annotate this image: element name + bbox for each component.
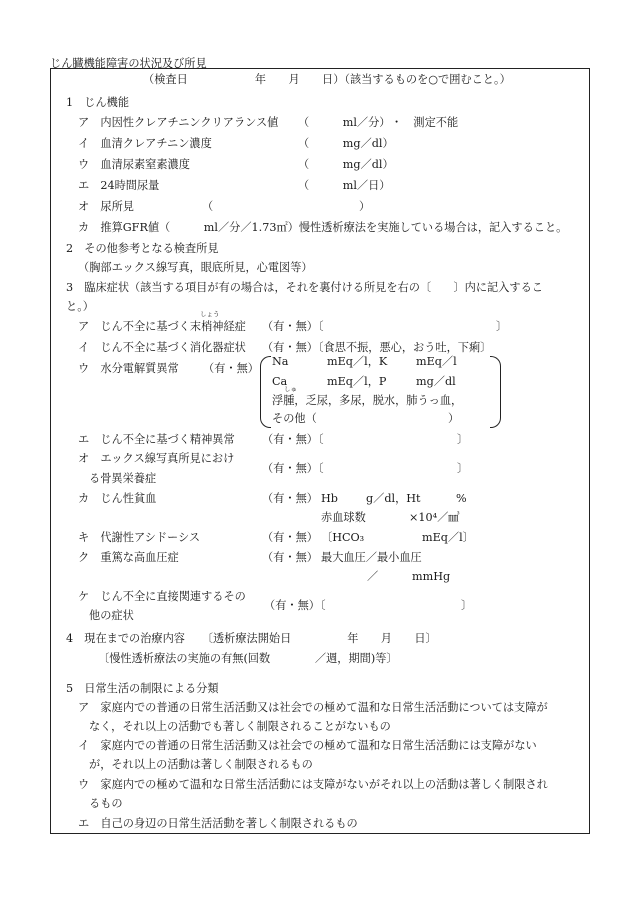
- s3-u-p-unit: mg／dl: [416, 375, 456, 388]
- s3-ki-hco3: 〔HCO₃: [321, 531, 365, 544]
- section-3-heading-l1: 3 臨床症状（該当する項目が有の場合は，それを裏付ける所見を右の〔 〕内に記入するこ: [66, 281, 543, 294]
- s3-ke-label-l1: ケ じん不全に直接関連するその: [78, 590, 246, 603]
- section-5-heading: 5 日常生活の制限による分類: [66, 682, 219, 695]
- s3-e-yn: （有・無）〔: [262, 433, 324, 446]
- s3-o-close: 〕: [457, 462, 469, 475]
- section-1-heading: 1 じん機能: [66, 96, 130, 109]
- s3-ku-label: ク 重篤な高血圧症: [78, 551, 179, 564]
- s3-u-ca-unit: mEq／l，P: [327, 375, 387, 388]
- exam-date-line: （検査日 年 月 日）（該当するものを○で囲むこと。）: [143, 73, 511, 86]
- form-title: じん臓機能障害の状況及び所見: [50, 57, 207, 70]
- s5-a-l2: なく，それ以上の活動でも著しく制限されることがないもの: [89, 720, 391, 733]
- s3-ku-yn: （有・無）: [262, 551, 318, 564]
- s3-o-label-l1: オ エックス線写真所見におけ: [78, 452, 235, 465]
- s3-ka-hb-unit: g／dl，Ht: [366, 492, 421, 505]
- s3-ki-yn: （有・無）: [262, 531, 318, 544]
- s5-i-l2: が，それ以上の活動は著しく制限されるもの: [89, 758, 313, 771]
- s1-o-label: オ 尿所見: [78, 200, 134, 213]
- s3-u-right-brace: [490, 356, 501, 428]
- s3-u-k-unit: mEq／l: [416, 355, 457, 368]
- s1-a-label: ア 内因性クレアチニンクリアランス値: [78, 116, 279, 129]
- s3-i-label: イ じん不全に基づく消化器症状: [78, 341, 246, 354]
- s3-u-na-unit: mEq／l，K: [327, 355, 388, 368]
- s5-u-l2: るもの: [89, 797, 123, 810]
- s1-u-label: ウ 血清尿素窒素濃度: [78, 158, 190, 171]
- s3-ke-label-l2: 他の症状: [89, 609, 134, 622]
- s3-a-ruby: しょう: [200, 310, 220, 318]
- s1-u-value: （ mg／dl）: [298, 158, 394, 171]
- s3-i-yn: （有・無）〔食思不振，悪心，おう吐，下痢〕: [262, 341, 492, 354]
- s1-o-close: ）: [359, 200, 371, 213]
- s3-ku-slash: ／: [367, 570, 379, 583]
- s3-ka-hb: Hb: [321, 492, 338, 505]
- s5-e: エ 自己の身辺の日常生活活動を著しく制限されるもの: [78, 817, 358, 830]
- s3-a-label: ア じん不全に基づく末梢神経症: [78, 320, 246, 333]
- s5-u-l1: ウ 家庭内での極めて温和な日常生活活動には支障がないがそれ以上の活動は著しく制限され: [78, 778, 548, 791]
- s5-i-l1: イ 家庭内での普通の日常生活活動又は社会での極めて温和な日常生活活動には支障がない: [78, 739, 537, 752]
- s5-a-l1: ア 家庭内での普通の日常生活活動又は社会での極めて温和な日常生活活動については支障が: [78, 701, 548, 714]
- s3-e-label: エ じん不全に基づく精神異常: [78, 433, 235, 446]
- s3-u-ca: Ca: [272, 375, 288, 388]
- s3-ka-rbc: 赤血球数: [321, 511, 366, 524]
- s3-ka-label: カ じん性貧血: [78, 492, 157, 505]
- s1-e-value: （ ml／日）: [298, 179, 391, 192]
- s1-a-value: （ ml／分）: [298, 116, 391, 129]
- s3-u-na: Na: [272, 355, 289, 368]
- s1-i-value: （ mg／dl）: [298, 137, 394, 150]
- section-2-heading: 2 その他参考となる検査所見: [66, 242, 219, 255]
- s2-detail: （胸部エックス線写真，眼底所見，心電図等）: [78, 261, 313, 274]
- s1-a-note: ・ 測定不能: [391, 116, 459, 129]
- s3-u-label: ウ 水分電解質異常: [78, 362, 179, 375]
- s3-ke-yn: （有・無）〔: [264, 599, 326, 612]
- s3-o-label-l2: る骨異栄養症: [89, 472, 157, 485]
- s1-i-label: イ 血清クレアチニン濃度: [78, 137, 212, 150]
- s3-ke-close: 〕: [461, 599, 473, 612]
- s3-a-close: 〕: [496, 320, 508, 333]
- s3-ka-pct: %: [456, 492, 467, 505]
- s3-ka-rbc-unit: ×10⁴／㎣: [409, 511, 460, 524]
- s3-a-yn: （有・無）〔: [262, 320, 324, 333]
- section-4-heading: 4 現在までの治療内容 〔透析療法開始日 年 月 日〕: [66, 632, 437, 645]
- s3-u-yn: （有・無）: [203, 362, 259, 375]
- s1-ka-label: カ 推算GFR値（ ml／分／1.73㎡）慢性透析療法を実施している場合は，記入すること。: [78, 221, 568, 234]
- s3-u-other-close: ）: [448, 412, 460, 425]
- s3-o-yn: （有・無）〔: [262, 462, 324, 475]
- s4-detail: 〔慢性透析療法の実施の有無(回数 ／週，期間)等〕: [98, 652, 398, 665]
- s3-ku-unit: mmHg: [412, 570, 451, 583]
- s3-ki-close: mEq／l〕: [422, 531, 474, 544]
- s1-o-open: （: [202, 200, 214, 213]
- s3-u-symptoms: 浮腫，乏尿，多尿，脱水，肺うっ血，: [272, 394, 463, 407]
- s3-ku-bp: 最大血圧／最小血圧: [321, 551, 422, 564]
- s3-e-close: 〕: [457, 433, 469, 446]
- s3-u-other: その他（: [272, 412, 317, 425]
- section-3-heading-l2: と。）: [66, 300, 94, 313]
- s1-e-label: エ 24時間尿量: [78, 179, 160, 192]
- s3-ka-yn: （有・無）: [262, 492, 318, 505]
- s3-u-left-brace: [260, 356, 271, 428]
- s3-u-ruby: しゅ: [284, 385, 297, 393]
- s3-ki-label: キ 代謝性アシドーシス: [78, 531, 201, 544]
